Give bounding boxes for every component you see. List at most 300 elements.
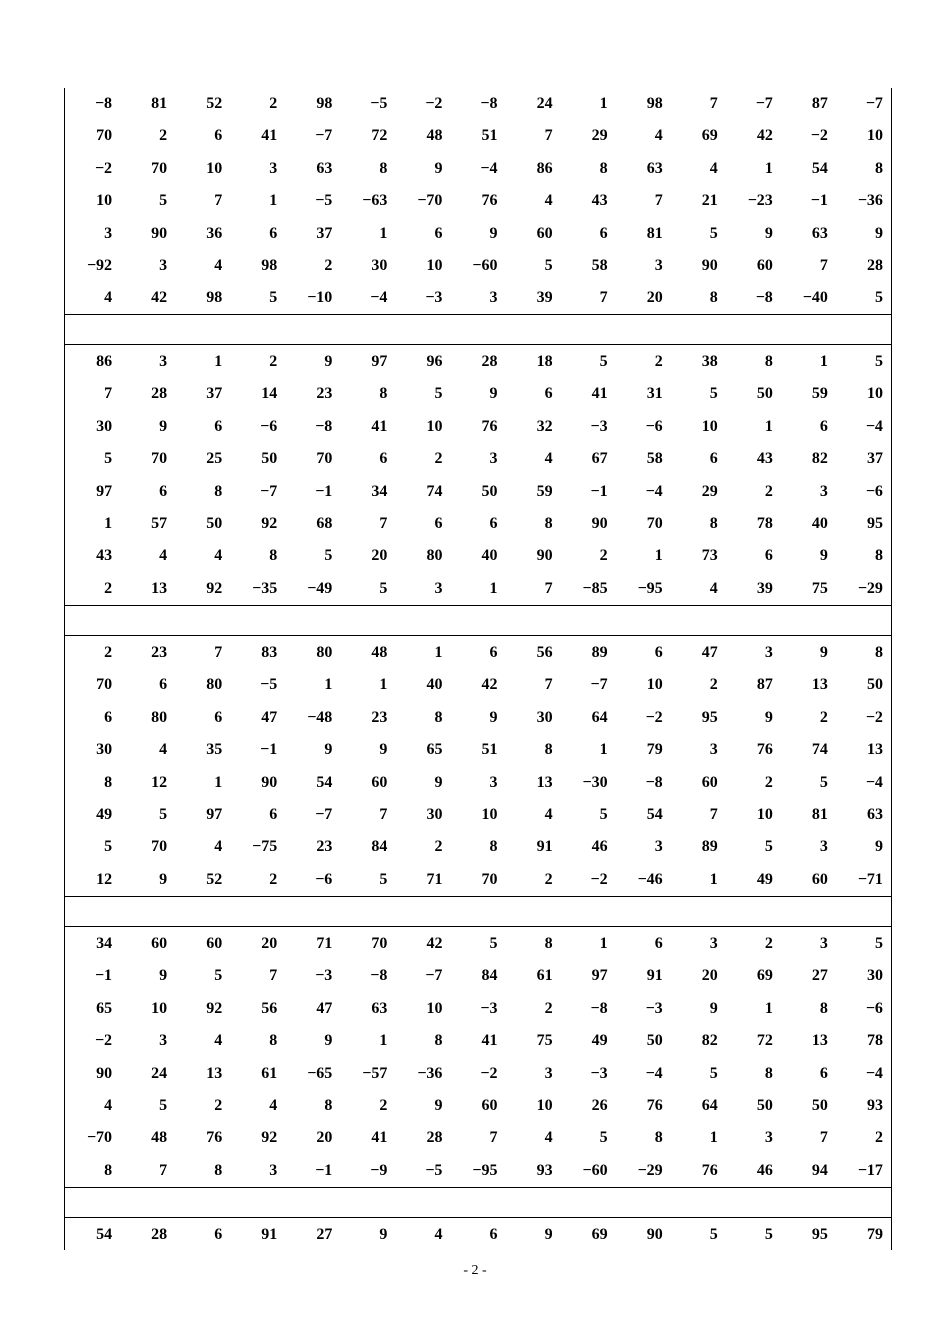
number-cell: −8	[94, 95, 113, 112]
number-row	[65, 1090, 891, 1122]
number-cell: 41	[371, 417, 388, 435]
number-cell: 10	[536, 1096, 553, 1114]
number-cell: 60	[481, 1096, 498, 1114]
number-cell: 2	[764, 773, 773, 791]
number-cell: 10	[426, 256, 443, 274]
number-cell: 50	[481, 482, 498, 500]
number-cell: 9	[324, 353, 333, 370]
number-cell: 3	[104, 224, 113, 242]
number-cell: 54	[811, 159, 828, 177]
number-cell: 89	[701, 838, 718, 856]
number-cell: 51	[481, 741, 498, 759]
number-cell: 51	[481, 127, 498, 145]
number-cell: 46	[591, 838, 608, 856]
number-cell: 13	[206, 1064, 223, 1082]
number-cell: 13	[811, 1032, 828, 1050]
number-cell: 98	[206, 289, 223, 307]
number-cell: 5	[764, 838, 773, 856]
number-row	[65, 218, 891, 250]
number-cell: 2	[159, 127, 168, 145]
number-cell: 9	[489, 224, 498, 242]
number-cell: 13	[811, 676, 828, 694]
number-cell: 14	[261, 385, 278, 403]
number-cell: 4	[214, 547, 223, 565]
number-cell: −7	[755, 95, 773, 112]
number-cell: 69	[701, 127, 718, 145]
number-cell: 70	[96, 676, 113, 694]
number-cell: 48	[371, 644, 388, 661]
number-cell: 54	[646, 805, 663, 823]
number-cell: 68	[316, 514, 333, 532]
number-cell: 84	[481, 967, 498, 985]
number-cell: 2	[104, 644, 113, 661]
number-cell: 91	[261, 1226, 278, 1243]
number-cell: 41	[371, 1129, 388, 1147]
number-cell: 34	[96, 935, 113, 952]
number-cell: −4	[370, 289, 388, 307]
number-cell: −4	[645, 482, 663, 500]
number-cell: 5	[709, 385, 718, 403]
number-cell: 48	[426, 127, 443, 145]
number-cell: 5	[709, 1064, 718, 1082]
number-cell: 2	[324, 256, 333, 274]
number-cell: 67	[591, 450, 608, 468]
number-cell: 84	[371, 838, 388, 856]
number-cell: 47	[701, 644, 718, 661]
number-cell: 5	[709, 1226, 718, 1243]
number-cell: 74	[426, 482, 443, 500]
number-block-3	[65, 637, 891, 896]
number-cell: 3	[434, 579, 443, 597]
number-cell: 1	[269, 192, 278, 210]
number-cell: 42	[426, 935, 443, 952]
number-cell: −6	[645, 417, 663, 435]
number-cell: 4	[104, 289, 113, 307]
number-cell: −8	[480, 95, 498, 112]
number-cell: −3	[315, 967, 333, 985]
number-cell: 60	[811, 870, 828, 888]
number-cell: 54	[96, 1226, 113, 1243]
number-cell: 20	[701, 967, 718, 985]
number-cell: 5	[489, 935, 498, 952]
number-cell: 9	[709, 999, 718, 1017]
number-cell: −8	[755, 289, 773, 307]
number-cell: −2	[425, 95, 443, 112]
number-cell: 2	[544, 999, 553, 1017]
number-cell: 23	[316, 385, 333, 403]
number-cell: 97	[96, 482, 113, 500]
number-cell: 9	[489, 385, 498, 403]
number-cell: 40	[481, 547, 498, 565]
number-cell: 76	[646, 1096, 663, 1114]
number-cell: 2	[874, 1129, 883, 1147]
number-cell: 3	[654, 838, 663, 856]
number-cell: −46	[637, 870, 663, 888]
number-cell: −8	[645, 773, 663, 791]
number-cell: 5	[104, 838, 113, 856]
number-cell: 6	[709, 450, 718, 468]
number-cell: 7	[269, 967, 278, 985]
number-cell: 8	[709, 514, 718, 532]
number-cell: 4	[159, 547, 168, 565]
number-cell: 9	[434, 1096, 443, 1114]
number-cell: 4	[214, 256, 223, 274]
number-cell: 42	[756, 127, 773, 145]
number-cell: 5	[874, 353, 883, 370]
number-cell: 4	[544, 450, 553, 468]
number-cell: 20	[371, 547, 388, 565]
number-cell: 1	[324, 676, 333, 694]
number-cell: −71	[857, 870, 883, 888]
number-cell: −3	[645, 999, 663, 1017]
number-cell: 3	[764, 1129, 773, 1147]
number-cell: 7	[489, 1129, 498, 1147]
number-cell: 8	[324, 1096, 333, 1114]
number-cell: 6	[654, 644, 663, 661]
number-cell: 56	[536, 644, 553, 661]
number-cell: 3	[819, 482, 828, 500]
number-cell: 1	[764, 417, 773, 435]
number-cell: −70	[86, 1129, 113, 1147]
number-cell: 60	[371, 773, 388, 791]
number-cell: −2	[810, 127, 828, 145]
number-cell: −1	[315, 482, 333, 500]
number-cell: −85	[582, 579, 608, 597]
number-cell: 9	[379, 1226, 388, 1243]
number-block-4	[65, 928, 891, 1187]
number-cell: 70	[151, 159, 168, 177]
number-cell: 37	[316, 224, 333, 242]
number-cell: −1	[810, 192, 828, 210]
number-cell: 1	[764, 999, 773, 1017]
number-cell: 6	[819, 1064, 828, 1082]
number-cell: 41	[481, 1032, 498, 1050]
number-cell: 6	[434, 514, 443, 532]
number-cell: 37	[206, 385, 223, 403]
number-cell: 8	[434, 1032, 443, 1050]
number-cell: 9	[489, 708, 498, 726]
number-cell: −2	[480, 1064, 498, 1082]
number-row	[65, 960, 891, 992]
number-cell: 27	[316, 1226, 333, 1243]
number-cell: 5	[819, 773, 828, 791]
number-cell: 8	[709, 289, 718, 307]
number-cell: 3	[269, 1161, 278, 1179]
number-cell: 1	[434, 644, 443, 661]
number-cell: 70	[151, 838, 168, 856]
number-cell: 29	[591, 127, 608, 145]
number-cell: 1	[819, 353, 828, 370]
number-cell: −60	[472, 256, 498, 274]
number-cell: 1	[709, 1129, 718, 1147]
number-cell: 5	[379, 870, 388, 888]
number-cell: 8	[874, 159, 883, 177]
number-cell: 1	[599, 95, 608, 112]
number-cell: 8	[599, 159, 608, 177]
number-cell: −2	[645, 708, 663, 726]
number-cell: 63	[866, 805, 883, 823]
number-cell: 30	[426, 805, 443, 823]
number-cell: 59	[536, 482, 553, 500]
number-cell: 5	[379, 579, 388, 597]
number-cell: 92	[206, 579, 223, 597]
number-cell: −36	[417, 1064, 443, 1082]
worksheet	[64, 88, 892, 1250]
number-cell: −10	[307, 289, 333, 307]
number-cell: 2	[434, 838, 443, 856]
number-cell: 2	[599, 547, 608, 565]
number-cell: −7	[260, 482, 278, 500]
number-cell: 4	[544, 805, 553, 823]
number-cell: 70	[371, 935, 388, 952]
number-cell: 91	[536, 838, 553, 856]
number-row	[65, 378, 891, 410]
number-row	[65, 1155, 891, 1187]
number-cell: 9	[159, 417, 168, 435]
number-cell: 8	[489, 838, 498, 856]
number-cell: 5	[599, 805, 608, 823]
number-cell: 1	[599, 741, 608, 759]
number-cell: 2	[269, 353, 278, 370]
number-cell: 60	[756, 256, 773, 274]
number-cell: 40	[811, 514, 828, 532]
number-cell: 50	[866, 676, 883, 694]
number-cell: −1	[94, 967, 113, 985]
number-cell: 95	[811, 1226, 828, 1243]
number-cell: 8	[214, 1161, 223, 1179]
number-row	[65, 573, 891, 605]
number-cell: 13	[151, 579, 168, 597]
number-cell: 5	[104, 450, 113, 468]
number-cell: 28	[426, 1129, 443, 1147]
number-cell: 3	[489, 450, 498, 468]
number-cell: 81	[811, 805, 828, 823]
number-cell: −35	[252, 579, 278, 597]
number-cell: −6	[865, 999, 883, 1017]
number-cell: 50	[206, 514, 223, 532]
number-row	[65, 928, 891, 960]
number-cell: −4	[865, 1064, 883, 1082]
number-cell: 2	[269, 870, 278, 888]
number-cell: 98	[646, 95, 663, 112]
number-cell: 18	[536, 353, 553, 370]
number-row	[65, 508, 891, 540]
number-cell: 5	[544, 256, 553, 274]
number-cell: −6	[260, 417, 278, 435]
number-cell: 43	[591, 192, 608, 210]
number-cell: 63	[371, 999, 388, 1017]
number-cell: 54	[316, 773, 333, 791]
number-cell: 6	[159, 482, 168, 500]
number-cell: 75	[811, 579, 828, 597]
number-cell: 4	[104, 1096, 113, 1114]
number-cell: 91	[646, 967, 663, 985]
number-cell: 73	[701, 547, 718, 565]
number-cell: 10	[756, 805, 773, 823]
number-cell: 5	[324, 547, 333, 565]
number-cell: 47	[316, 999, 333, 1017]
number-cell: −63	[362, 192, 388, 210]
number-cell: 75	[536, 1032, 553, 1050]
number-cell: 6	[654, 935, 663, 952]
number-cell: 2	[764, 935, 773, 952]
number-cell: 39	[536, 289, 553, 307]
number-cell: −2	[590, 870, 608, 888]
number-cell: 41	[261, 127, 278, 145]
number-cell: 4	[544, 192, 553, 210]
number-cell: 71	[316, 935, 333, 952]
number-row	[65, 1058, 891, 1090]
number-cell: 50	[756, 385, 773, 403]
number-cell: 8	[434, 708, 443, 726]
number-cell: 1	[214, 353, 223, 370]
number-cell: 52	[206, 95, 223, 112]
number-cell: 28	[151, 385, 168, 403]
number-cell: 42	[481, 676, 498, 694]
number-cell: 31	[646, 385, 663, 403]
number-cell: −1	[315, 1161, 333, 1179]
number-cell: 3	[159, 1032, 168, 1050]
number-cell: 93	[536, 1161, 553, 1179]
number-cell: 6	[764, 547, 773, 565]
number-cell: 10	[481, 805, 498, 823]
number-cell: 87	[811, 95, 828, 112]
number-cell: 8	[104, 773, 113, 791]
number-cell: −57	[362, 1064, 388, 1082]
number-cell: 10	[426, 417, 443, 435]
number-cell: 5	[874, 289, 883, 307]
number-cell: 4	[709, 579, 718, 597]
number-cell: 6	[214, 417, 223, 435]
number-cell: −3	[590, 1064, 608, 1082]
number-cell: 8	[764, 1064, 773, 1082]
number-cell: 30	[96, 741, 113, 759]
block-separator	[65, 314, 891, 345]
number-cell: 5	[269, 289, 278, 307]
number-cell: 8	[379, 159, 388, 177]
number-cell: 82	[811, 450, 828, 468]
number-cell: 9	[379, 741, 388, 759]
number-cell: 90	[96, 1064, 113, 1082]
number-cell: 9	[874, 838, 883, 856]
number-cell: 82	[701, 1032, 718, 1050]
number-cell: 4	[544, 1129, 553, 1147]
number-cell: 4	[709, 159, 718, 177]
number-cell: −2	[94, 1032, 113, 1050]
number-cell: 7	[159, 1161, 168, 1179]
number-cell: 98	[316, 95, 333, 112]
number-row	[65, 767, 891, 799]
number-cell: −7	[315, 127, 333, 145]
number-cell: 76	[701, 1161, 718, 1179]
number-cell: 6	[489, 1226, 498, 1243]
number-cell: 12	[96, 870, 113, 888]
number-cell: −3	[590, 417, 608, 435]
number-row	[65, 411, 891, 443]
block-separator	[65, 605, 891, 636]
number-cell: −8	[315, 417, 333, 435]
number-cell: 6	[104, 708, 113, 726]
number-cell: 90	[151, 224, 168, 242]
number-cell: 57	[151, 514, 168, 532]
block-separator	[65, 896, 891, 927]
number-cell: 96	[426, 353, 443, 370]
number-cell: 9	[819, 644, 828, 661]
number-row	[65, 346, 891, 378]
number-cell: 5	[159, 192, 168, 210]
number-row	[65, 185, 891, 217]
number-cell: 20	[316, 1129, 333, 1147]
number-cell: 76	[756, 741, 773, 759]
number-cell: 24	[536, 95, 553, 112]
number-cell: 70	[151, 450, 168, 468]
number-cell: 79	[866, 1226, 883, 1243]
number-cell: 95	[866, 514, 883, 532]
number-cell: 76	[206, 1129, 223, 1147]
number-cell: 86	[536, 159, 553, 177]
number-cell: 2	[379, 1096, 388, 1114]
number-cell: 9	[764, 224, 773, 242]
number-cell: 95	[701, 708, 718, 726]
number-cell: 69	[591, 1226, 608, 1243]
number-block-2	[65, 346, 891, 605]
number-cell: 1	[764, 159, 773, 177]
number-cell: 49	[591, 1032, 608, 1050]
number-cell: 4	[434, 1226, 443, 1243]
number-cell: 2	[819, 708, 828, 726]
number-cell: −9	[370, 1161, 388, 1179]
number-cell: 2	[764, 482, 773, 500]
number-cell: 7	[599, 289, 608, 307]
number-cell: 6	[544, 385, 553, 403]
number-cell: 1	[489, 579, 498, 597]
number-cell: 7	[104, 385, 113, 403]
number-cell: 80	[426, 547, 443, 565]
number-cell: 28	[481, 353, 498, 370]
number-row	[65, 1025, 891, 1057]
number-cell: 92	[261, 1129, 278, 1147]
number-row	[65, 702, 891, 734]
number-cell: 8	[819, 999, 828, 1017]
number-cell: 34	[371, 482, 388, 500]
number-cell: 78	[756, 514, 773, 532]
number-cell: 63	[646, 159, 663, 177]
number-cell: 90	[261, 773, 278, 791]
number-cell: 8	[379, 385, 388, 403]
number-cell: 50	[811, 1096, 828, 1114]
number-cell: 46	[756, 1161, 773, 1179]
number-cell: −48	[307, 708, 333, 726]
number-row	[65, 799, 891, 831]
number-cell: 90	[701, 256, 718, 274]
number-cell: 6	[599, 224, 608, 242]
number-cell: 28	[151, 1226, 168, 1243]
number-cell: 8	[269, 1032, 278, 1050]
number-cell: 9	[764, 708, 773, 726]
number-cell: −49	[307, 579, 333, 597]
number-cell: 71	[426, 870, 443, 888]
number-cell: −5	[260, 676, 278, 694]
number-cell: 6	[269, 805, 278, 823]
number-cell: 8	[104, 1161, 113, 1179]
number-cell: 58	[591, 256, 608, 274]
number-cell: −60	[582, 1161, 608, 1179]
number-cell: 1	[379, 676, 388, 694]
number-cell: −92	[86, 256, 113, 274]
number-cell: 25	[206, 450, 223, 468]
number-cell: 76	[481, 417, 498, 435]
number-cell: 43	[96, 547, 113, 565]
